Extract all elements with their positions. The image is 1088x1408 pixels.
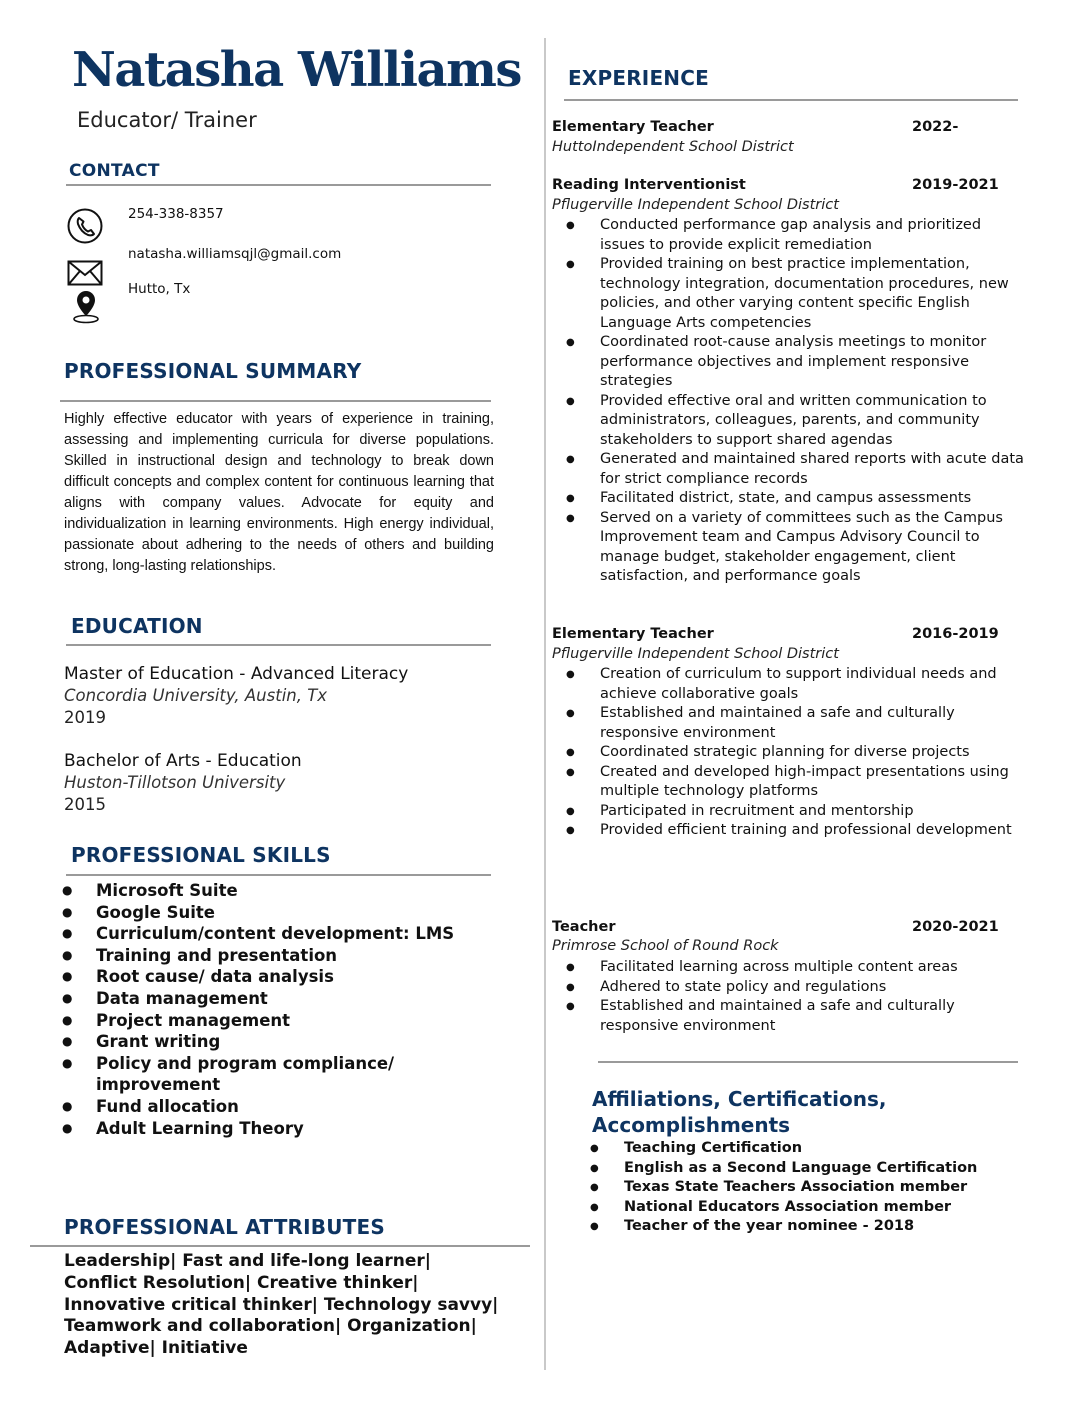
job-bullet: ● Served on a variety of committees such as the Campus Improvement team and Campus Advisory Council to manage budget, stakeholder engagement, client satisfaction, and performance goals [566, 509, 1028, 587]
job-bullet: ● Provided training on best practice implementation, technology integration, documentation procedures, new policies, and other varying content specific English Language Arts competencies [566, 255, 1028, 333]
job-bullet: ● Participated in recruitment and mentorship [566, 802, 1028, 822]
contact-rule [66, 184, 491, 186]
job-bullet: ● Provided efficient training and professional development [566, 821, 1028, 841]
education-rule [66, 644, 491, 646]
skill-item: ● Policy and program compliance/ improvement [62, 1053, 482, 1096]
job-bullets [566, 216, 1028, 587]
skill-item: ● Project management [62, 1010, 482, 1032]
skill-item: ● Google Suite [62, 902, 482, 924]
location-pin-icon [70, 289, 102, 329]
skills-list [62, 880, 482, 1139]
skill-item: ● Fund allocation [62, 1096, 482, 1118]
job-bullet: ● Established and maintained a safe and culturally responsive environment [566, 704, 1028, 743]
job-organization: Pflugerville Independent School District [552, 646, 839, 662]
affiliation-item: ● Texas State Teachers Association member [590, 1178, 1030, 1198]
attributes-text: Leadership| Fast and life-long learner| Conflict Resolution| Creative thinker| Innovative critical thinker| Technology savvy| Teamwork and collaboration| Organization| Adaptive| Initiative [64, 1251, 499, 1359]
education-heading: EDUCATION [71, 614, 203, 638]
contact-email[interactable]: natasha.williamsqjl@gmail.com [128, 246, 342, 262]
contact-phone[interactable]: 254-338-8357 [128, 206, 224, 222]
job-organization: HuttoIndependent School District [552, 139, 794, 155]
skill-item: ● Adult Learning Theory [62, 1118, 482, 1140]
affiliations-list [590, 1139, 1030, 1237]
job-bullet: ● Coordinated root-cause analysis meetings to monitor performance objectives and implement responsive strategies [566, 333, 1028, 392]
experience-heading: EXPERIENCE [568, 66, 709, 90]
job-bullet: ● Generated and maintained shared reports with acute data for strict compliance records [566, 450, 1028, 489]
affiliations-rule [598, 1061, 1018, 1063]
job-bullets [566, 958, 1028, 1036]
job-organization: Primrose School of Round Rock [552, 938, 779, 954]
education-degree: Master of Education - Advanced Literacy [64, 664, 409, 684]
contact-location: Hutto, Tx [128, 281, 191, 297]
skill-item: ● Grant writing [62, 1031, 482, 1053]
summary-rule [60, 400, 491, 402]
job-organization: Pflugerville Independent School District [552, 197, 839, 213]
job-title: Elementary Teacher [552, 119, 714, 135]
skill-item: ● Curriculum/content development: LMS [62, 923, 482, 945]
phone-icon [66, 207, 104, 249]
contact-heading: CONTACT [69, 161, 160, 181]
education-school: Huston-Tillotson University [64, 773, 286, 792]
job-bullet: ● Provided effective oral and written communication to administrators, colleagues, parents, and community stakeholders to support shared agendas [566, 392, 1028, 451]
experience-rule [564, 99, 1018, 101]
summary-text: Highly effective educator with years of experience in training, assessing and implementing curricula for diverse populations. Skilled in instructional design and technology to break down difficult concepts and complex content for continuous learning that aligns with company values. Advocate for equity and individualization in learning environments. High energy individual, passionate about adhering to the needs of others and building strong, long-lasting relationships. [64, 411, 494, 574]
column-divider [544, 38, 546, 1370]
job-bullet: ● Adhered to state policy and regulations [566, 978, 1028, 998]
job-bullet: ● Established and maintained a safe and culturally responsive environment [566, 997, 1028, 1036]
job-title: Reading Interventionist [552, 177, 746, 193]
candidate-title: Educator/ Trainer [77, 108, 257, 132]
education-school: Concordia University, Austin, Tx [64, 686, 328, 705]
skills-rule [66, 874, 491, 876]
affiliation-item: ● English as a Second Language Certification [590, 1159, 1030, 1179]
job-bullet: ● Conducted performance gap analysis and prioritized issues to provide explicit remediation [566, 216, 1028, 255]
attributes-heading: PROFESSIONAL ATTRIBUTES [64, 1215, 385, 1239]
affiliation-item: ● Teaching Certification [590, 1139, 1030, 1159]
education-year: 2015 [64, 795, 106, 814]
mail-icon [67, 260, 103, 290]
job-bullet: ● Created and developed high-impact presentations using multiple technology platforms [566, 763, 1028, 802]
affiliation-item: ● Teacher of the year nominee - 2018 [590, 1217, 1030, 1237]
summary-heading: PROFESSIONAL SUMMARY [64, 359, 362, 383]
job-bullet: ● Facilitated district, state, and campus assessments [566, 489, 1028, 509]
skill-item: ● Root cause/ data analysis [62, 966, 482, 988]
job-years: 2022- [912, 119, 959, 135]
job-years: 2019-2021 [912, 177, 999, 193]
job-bullets [566, 665, 1028, 841]
job-years: 2020-2021 [912, 919, 999, 935]
skills-heading: PROFESSIONAL SKILLS [71, 843, 331, 867]
education-year: 2019 [64, 708, 106, 727]
education-degree: Bachelor of Arts - Education [64, 751, 302, 771]
candidate-name: Natasha Williams [72, 42, 521, 98]
affiliation-item: ● National Educators Association member [590, 1198, 1030, 1218]
affiliations-heading: Affiliations, Certifications, Accomplishments [592, 1087, 887, 1137]
job-years: 2016-2019 [912, 626, 999, 642]
job-bullet: ● Facilitated learning across multiple content areas [566, 958, 1028, 978]
skill-item: ● Training and presentation [62, 945, 482, 967]
job-bullet: ● Coordinated strategic planning for diverse projects [566, 743, 1028, 763]
job-title: Elementary Teacher [552, 626, 714, 642]
job-title: Teacher [552, 919, 616, 935]
skill-item: ● Data management [62, 988, 482, 1010]
attributes-rule [30, 1245, 530, 1247]
skill-item: ● Microsoft Suite [62, 880, 482, 902]
job-bullet: ● Creation of curriculum to support individual needs and achieve collaborative goals [566, 665, 1028, 704]
